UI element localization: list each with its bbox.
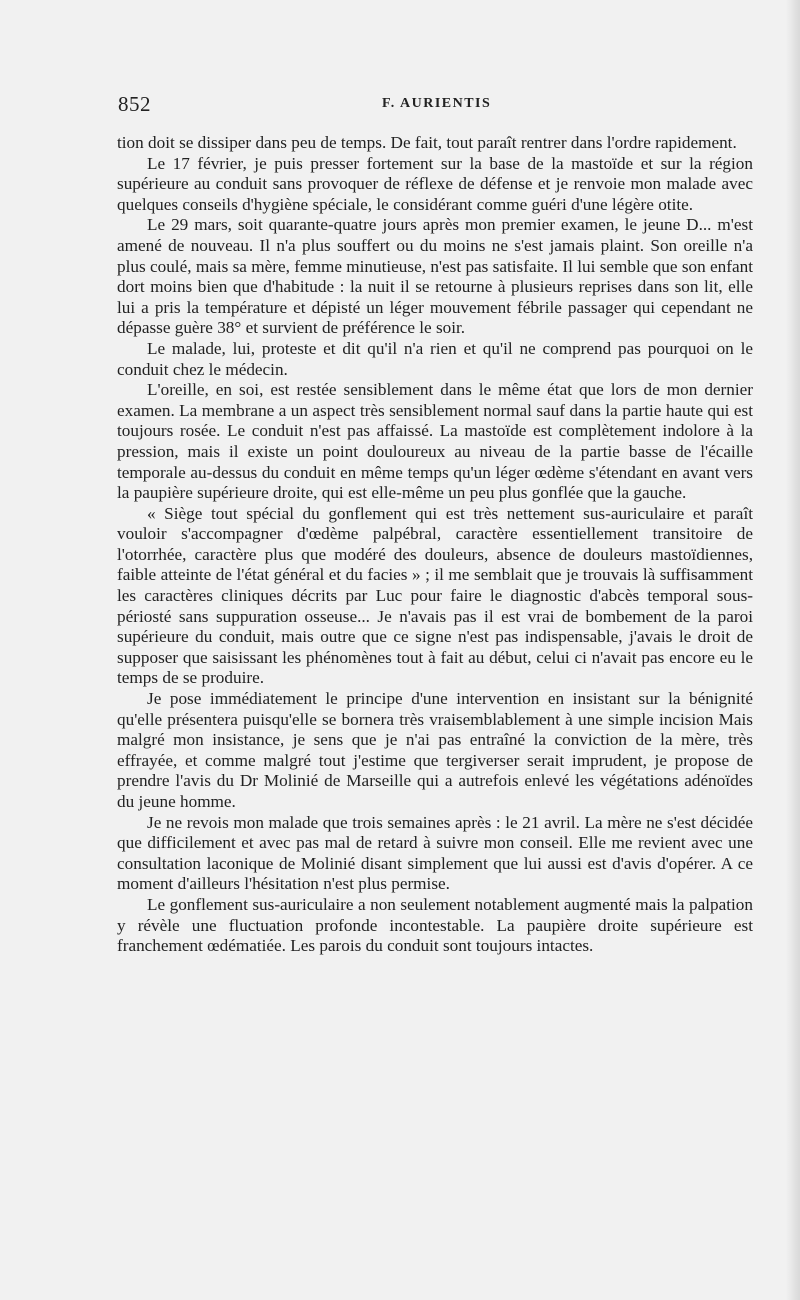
paragraph-3: Le 29 mars, soit quarante-quatre jours après mon premier examen, le jeune D... m'est amené de nouveau. Il n'a plus souffert ou du moins ne s'est jamais plaint. Son oreille n'a plus coulé, mais sa mère, femme minutieuse, n'est pas satisfaite. Il lui semble que son enfant dort moins bien que d'habitude : la nuit il se retourne à plusieurs reprises dans son lit, elle lui a pris la température et dépisté un léger mouvement fébrile passager qui cependant ne dépasse guère 38° et survient de préférence le soir. <box>117 215 753 338</box>
paragraph-8: Je ne revois mon malade que trois semaines après : le 21 avril. La mère ne s'est décidée que difficilement et avec pas mal de retard à suivre mon conseil. Elle me revient avec une consultation laconique de Molinié disant simplement que lui aussi est d'avis d'opérer. A ce moment d'ailleurs l'hésitation n'est plus permise. <box>117 812 753 894</box>
paragraph-9: Le gonflement sus-auriculaire a non seulement notablement augmenté mais la palpation y révèle une fluctuation profonde incontestable. La paupière droite supérieure est franchement œdématiée. Les parois du conduit sont toujours intactes. <box>117 894 753 956</box>
paragraph-7: Je pose immédiatement le principe d'une intervention en insistant sur la bénignité qu'elle présentera puisqu'elle se bornera très vraisemblablement à une simple incision Mais malgré mon insistance, je sens que je n'ai pas entraîné la conviction de la mère, très effrayée, et comme malgré tout j'estime que tergiverser serait imprudent, je propose de prendre l'avis du Dr Molinié de Marseille qui a autrefois enlevé les végétations adénoïdes du jeune homme. <box>117 689 753 811</box>
page-edge-shadow <box>786 0 800 1300</box>
paragraph-4: Le malade, lui, proteste et dit qu'il n'a rien et qu'il ne comprend pas pourquoi on le conduit chez le médecin. <box>117 338 753 379</box>
paragraph-6: « Siège tout spécial du gonflement qui est très nettement sus-auriculaire et paraît vouloir s'accompagner d'œdème palpébral, caractère essentiellement transitoire de l'otorrhée, caractère plus que modéré des douleurs, absence de douleurs mastoïdiennes, faible atteinte de l'état général et du facies » ; il me semblait que je trouvais là suffisamment les caractères cliniques décrits par Luc pour faire le diagnostic d'abcès temporal sous-périosté sans suppuration osseuse... Je n'avais pas il est vrai de bombement de la paroi supérieure du conduit, mais outre que ce signe n'est pas indispensable, j'avais le droit de supposer que saisissant les phénomènes tout à fait au début, celui ci n'avait pas encore eu le temps de se produire. <box>117 503 753 688</box>
running-head: F. AURIENTIS <box>382 96 492 111</box>
body-text <box>117 133 753 957</box>
paragraph-2: Le 17 février, je puis presser fortement sur la base de la mastoïde et sur la région supérieure au conduit sans provoquer de réflexe de défense et je renvoie mon malade avec quelques conseils d'hygiène spéciale, le considérant comme guéri d'une légère otite. <box>117 153 753 214</box>
page-number: 852 <box>118 92 151 116</box>
paragraph-5: L'oreille, en soi, est restée sensiblement dans le même état que lors de mon dernier examen. La membrane a un aspect très sensiblement normal sauf dans la partie haute qui est toujours rosée. Le conduit n'est pas affaissé. La mastoïde est complètement indolore à la pression, mais il existe un point douloureux au niveau de la partie basse de l'écaille temporale au-dessus du conduit en même temps qu'un léger œdème s'étendant en avant vers la paupière supérieure droite, qui est elle-même un peu plus gonflée que la gauche. <box>117 380 753 503</box>
paragraph-1: tion doit se dissiper dans peu de temps. De fait, tout paraît rentrer dans l'ordre rapidement. <box>117 133 737 152</box>
page-header <box>118 92 752 120</box>
